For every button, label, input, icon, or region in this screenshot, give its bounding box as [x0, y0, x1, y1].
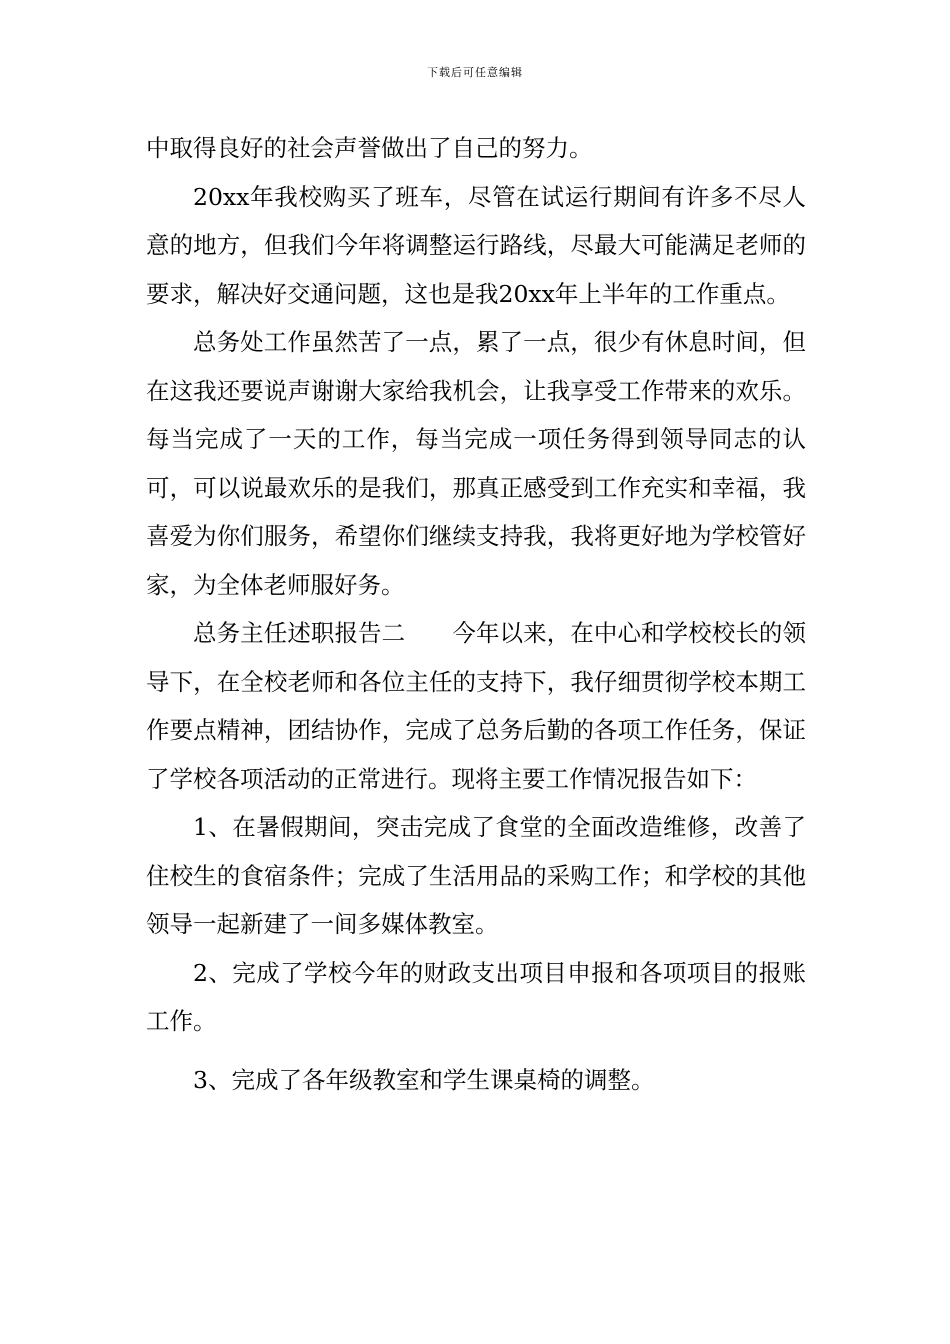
document-body — [146, 124, 806, 1104]
paragraph-2: 20xx年我校购买了班车，尽管在试运行期间有许多不尽人意的地方，但我们今年将调整运行路线，尽最大可能满足老师的要求，解决好交通问题，这也是我20xx年上半年的工作重点。 — [146, 182, 806, 308]
paragraph-4: 总务主任述职报告二 今年以来，在中心和学校校长的领导下，在全校老师和各位主任的支持下，我仔细贯彻学校本期工作要点精神，团结协作，完成了总务后勤的各项工作任务，保证了学校各项活动的正常进行。现将主要工作情况报告如下： — [146, 619, 806, 793]
paragraph-3: 总务处工作虽然苦了一点，累了一点，很少有休息时间，但在这我还要说声谢谢大家给我机会，让我享受工作带来的欢乐。每当完成了一天的工作，每当完成一项任务得到领导同志的认可，可以说最欢乐的是我们，那真正感受到工作充实和幸福，我喜爱为你们服务，希望你们继续支持我，我将更好地为学校管好家，为全体老师服好务。 — [146, 328, 806, 599]
paragraph-5: 1、在暑假期间，突击完成了食堂的全面改造维修，改善了住校生的食宿条件；完成了生活用品的采购工作；和学校的其他领导一起新建了一间多媒体教室。 — [146, 813, 806, 938]
paragraph-7: 3、完成了各年级教室和学生课桌椅的调整。 — [193, 1065, 655, 1094]
page-header: 下载后可任意编辑 — [427, 66, 523, 79]
paragraph-6: 2、完成了学校今年的财政支出项目申报和各项项目的报账工作。 — [146, 958, 806, 1035]
paragraph-1: 中取得良好的社会声誉做出了自己的努力。 — [146, 134, 593, 162]
